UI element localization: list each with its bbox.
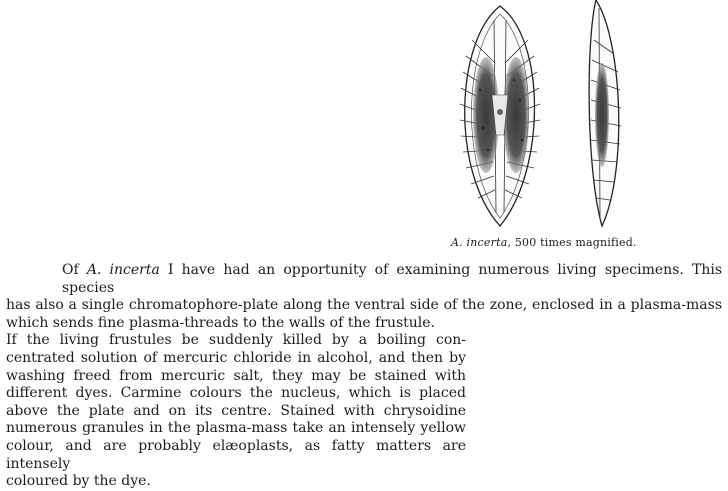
figure-caption [451,236,637,249]
text-line: numerous granules in the plasma-mass take an intensely yellow [6,420,466,437]
text-line: above the plate and on its centre. Stained with chrysoidine [6,402,466,419]
text-line: Of A. incerta I have had an opportunity of examining numerous living specimens. This species [62,262,722,296]
frustule-view-right [589,0,621,226]
text-line: colour, and are probably elæoplasts, as fatty matters are intensely [6,437,466,472]
caption-species: A. incerta [451,236,508,249]
body-paragraph [6,262,722,491]
frustule-view-left [460,6,540,226]
text-line: If the living frustules be suddenly killed by a boiling con- [6,332,466,349]
text-line: washing freed from mercuric salt, they may be stained with [6,367,466,384]
diatom-figure [436,0,636,232]
text-line: different dyes. Carmine colours the nucleus, which is placed [6,385,466,402]
text-line: which sends fine plasma-threads to the walls of the frustule. [6,314,436,331]
caption-text: , 500 times magnified. [507,236,637,249]
text-line: centrated solution of mercuric chloride in alcohol, and then by [6,349,466,366]
text-line: coloured by the dye. [6,473,151,490]
text-line: has also a single chromatophore-plate along the ventral side of the zone, enclosed in a plasma-mass [6,297,722,314]
